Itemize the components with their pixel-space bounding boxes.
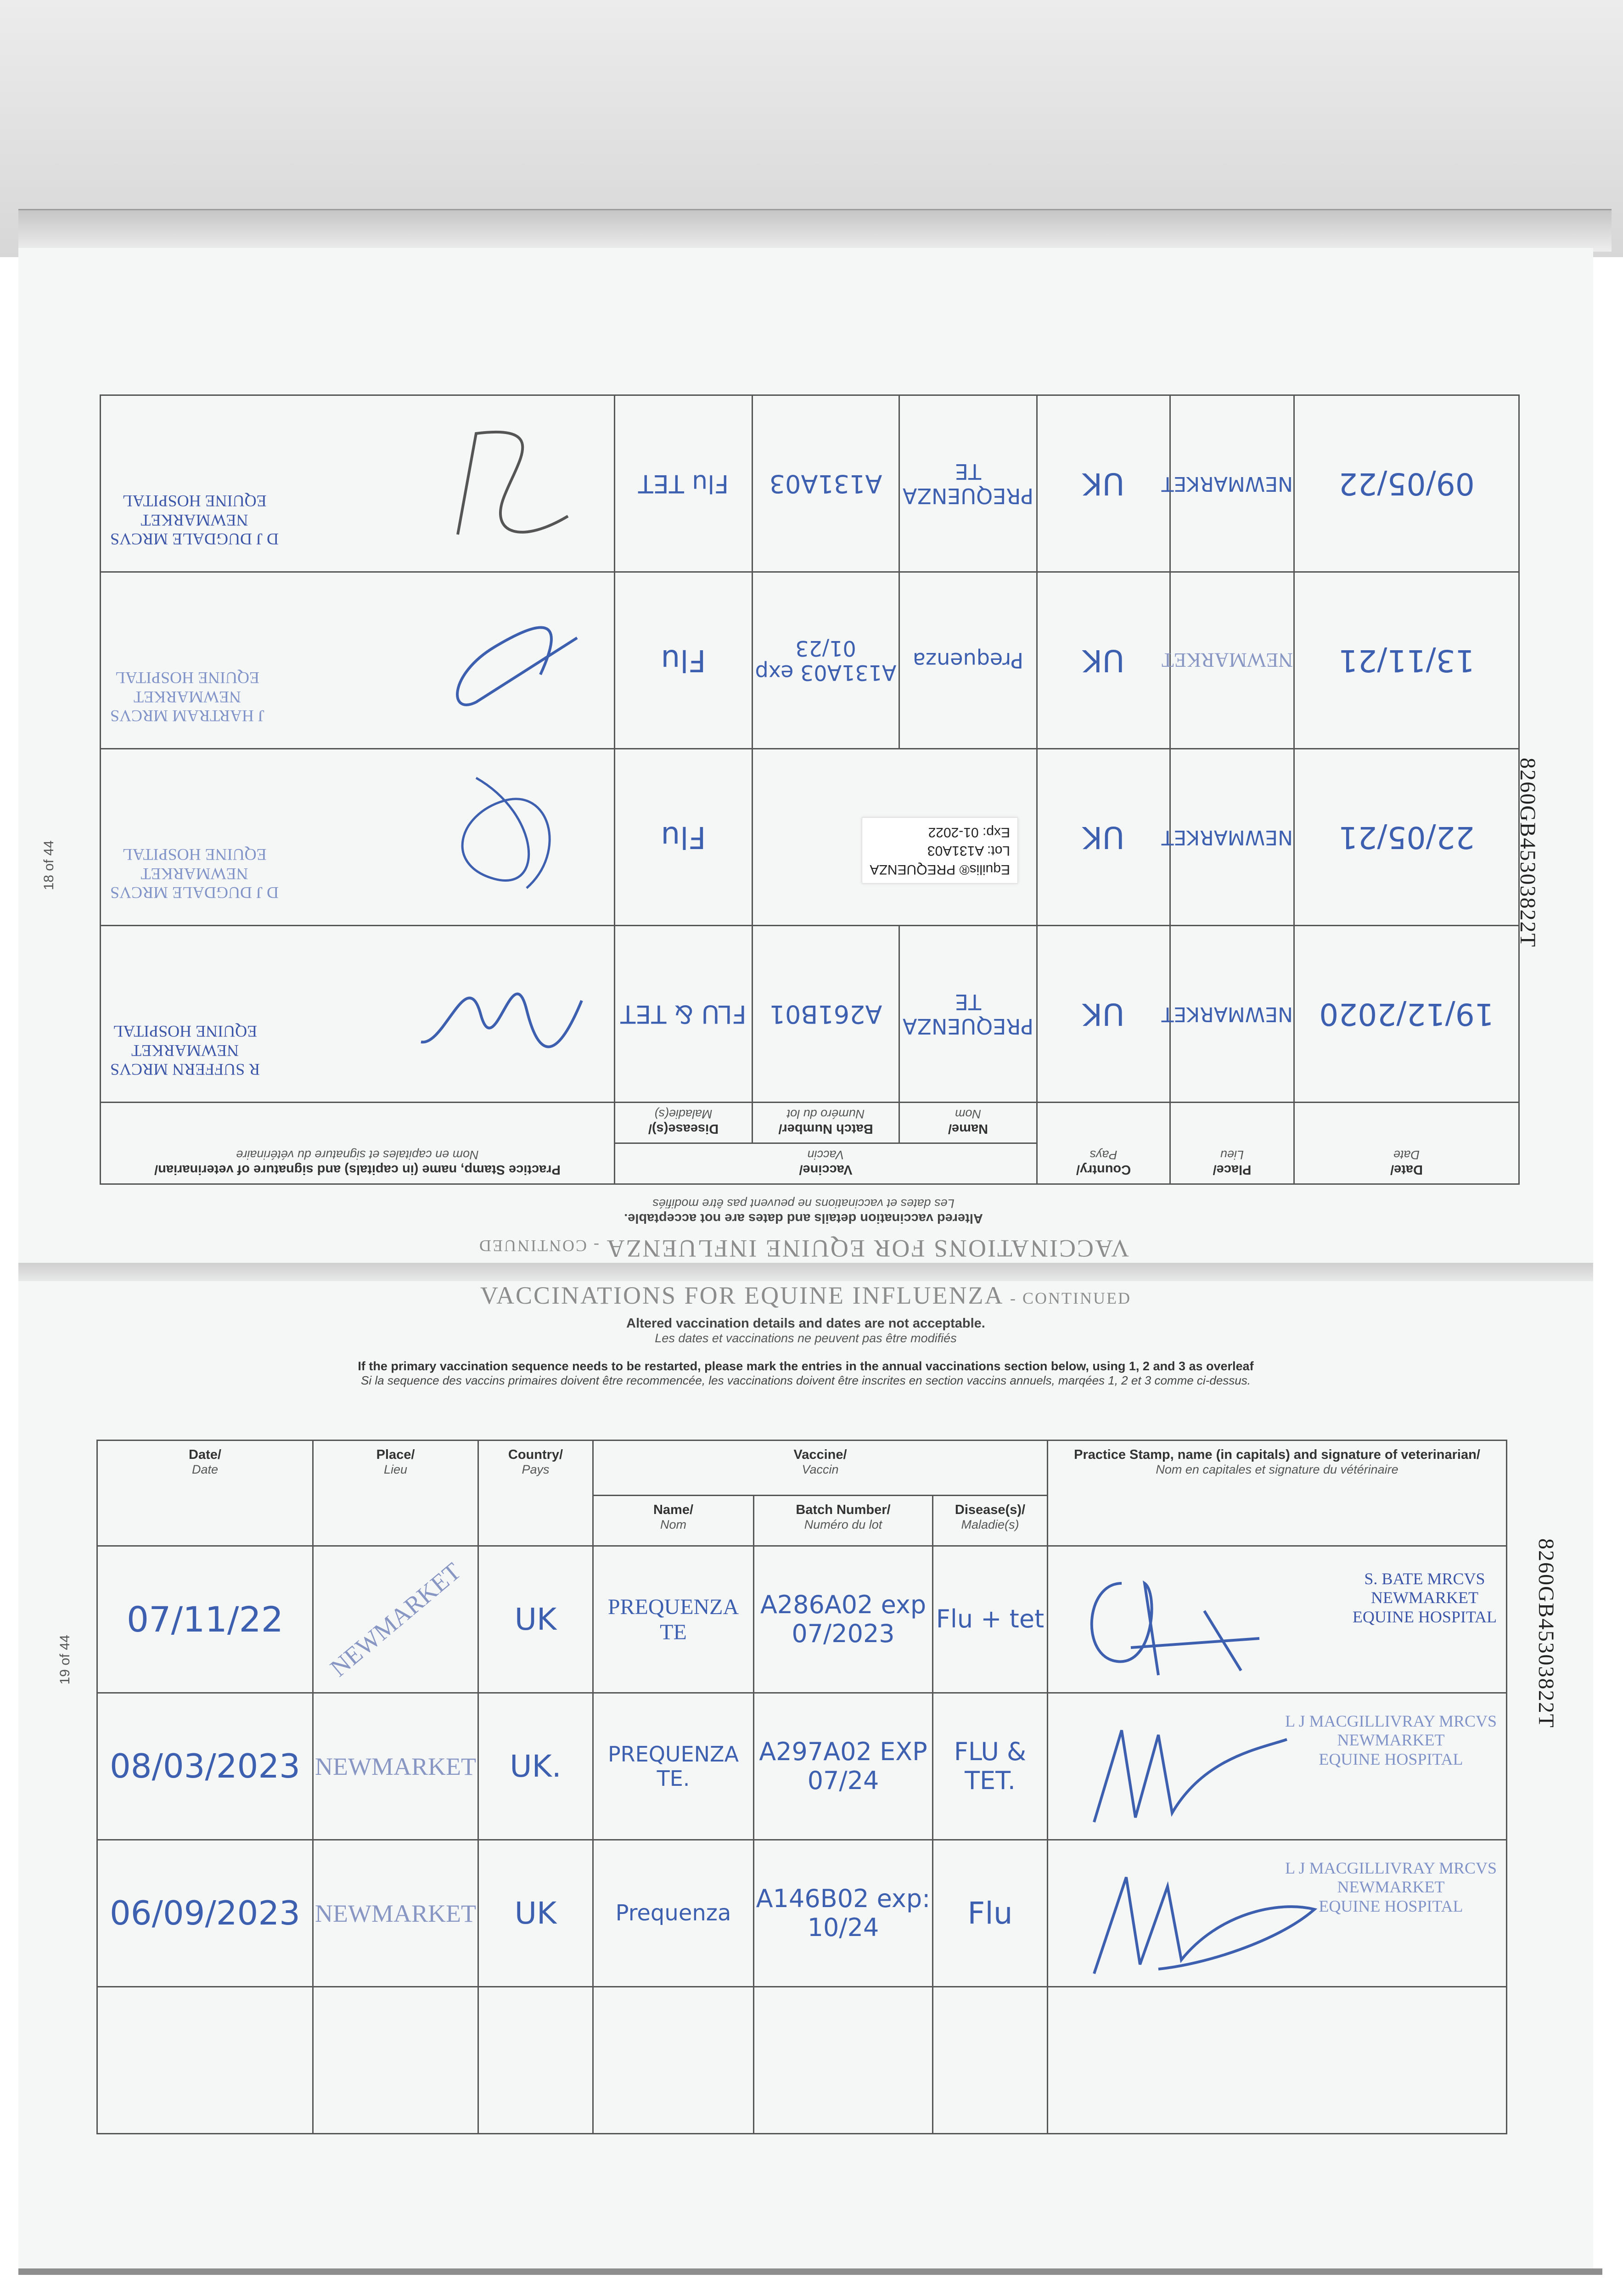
col-stamp: Practice Stamp, name (in capitals) and signature of veterinarian/ Nom en capitales et signature du vétérinaire <box>1048 1441 1507 1546</box>
col-stamp: Practice Stamp, name (in capitals) and signature of veterinarian/ Nom en capitales et signature du vétérinaire <box>101 1103 615 1184</box>
batch-cell <box>754 1987 933 2134</box>
place-cell: NEWMARKET <box>313 1840 478 1987</box>
batch-cell: A131A03 <box>753 395 899 572</box>
country-cell: UK <box>1037 749 1170 926</box>
practice-stamp: J HARTRAM MRCVS NEWMARKET EQUINE HOSPITAL <box>110 669 264 725</box>
page-19-heading: VACCINATIONS FOR EQUINE INFLUENZA - CONTINUED <box>480 1282 1131 1309</box>
passport-number-page-19: 8260GB45303822T <box>1534 1538 1558 1728</box>
disease-cell: Flu TET <box>615 395 753 572</box>
practice-stamp: S. BATE MRCVS NEWMARKET EQUINE HOSPITAL <box>1352 1570 1497 1626</box>
stamp-cell <box>1048 1987 1507 2134</box>
stamp-cell <box>101 926 615 1103</box>
page-18-vaccination-table <box>100 394 1520 1185</box>
page-19-content <box>83 1281 1529 2200</box>
veterinarian-signature <box>1067 1565 1278 1694</box>
disease-cell: Flu <box>615 749 753 926</box>
veterinarian-signature <box>1067 1712 1296 1840</box>
table-row <box>97 1546 1507 1693</box>
col-country: Country/ Pays <box>1037 1103 1170 1184</box>
country-cell: UK <box>1037 572 1170 749</box>
vaccine-name-cell: Prequenza <box>899 572 1037 749</box>
col-vaccine: Vaccine/ Vaccin <box>615 1143 1037 1184</box>
place-cell <box>313 1987 478 2134</box>
batch-cell: A261B01 <box>753 926 899 1103</box>
batch-cell: A146B02 exp: 10/24 <box>754 1840 933 1987</box>
table-row <box>101 395 1519 572</box>
page-19-vaccination-table <box>96 1440 1507 2134</box>
country-cell: UK. <box>478 1693 593 1840</box>
date-cell: 13/11/21 <box>1294 572 1519 749</box>
table-row <box>101 572 1519 749</box>
col-disease: Disease(s)/ Maladie(s) <box>933 1496 1048 1546</box>
page-number-19: 19 of 44 <box>57 1635 73 1685</box>
date-cell: 19/12/2020 <box>1294 926 1519 1103</box>
stamp-cell <box>1048 1693 1507 1840</box>
practice-stamp: L J MACGILLIVRAY MRCVS NEWMARKET EQUINE HOSPITAL <box>1285 1859 1497 1915</box>
stamp-cell <box>101 572 615 749</box>
page-19-notice-en: Altered vaccination details and dates are not acceptable. <box>626 1316 985 1331</box>
page-18-notice: Altered vaccination details and dates are not acceptable. Les dates et vaccinations ne peuvent pas être modifiés <box>624 1197 983 1226</box>
table-row <box>101 926 1519 1103</box>
passport-number-page-18: 8260GB45303822T <box>1516 758 1540 948</box>
date-cell: 22/05/21 <box>1294 749 1519 926</box>
scan-bottom-edge <box>18 2268 1602 2275</box>
veterinarian-signature <box>412 769 595 906</box>
vaccine-name-cell <box>593 1987 754 2134</box>
place-cell: NEWMARKET <box>1170 926 1294 1103</box>
col-vaccine: Vaccine/ Vaccin <box>593 1441 1048 1496</box>
passport-binder-edge <box>18 209 1612 252</box>
stamp-cell <box>1048 1840 1507 1987</box>
col-place: Place/ Lieu <box>313 1441 478 1546</box>
place-cell: NEWMARKET <box>313 1546 478 1693</box>
col-disease: Disease(s)/ Maladie(s) <box>615 1103 753 1143</box>
disease-cell <box>933 1987 1048 2134</box>
restart-instruction-en: If the primary vaccination sequence needs to be restarted, please mark the entries in the annual vaccinations section below, using 1, 2 and 3 as overleaf <box>358 1359 1254 1373</box>
table-row <box>97 1987 1507 2134</box>
batch-cell: A131A03 exp 01/23 <box>753 572 899 749</box>
page-19-notice-fr: Les dates et vaccinations ne peuvent pas être modifiés <box>655 1331 957 1345</box>
page-number-18: 18 of 44 <box>41 840 56 890</box>
page-18-content <box>69 367 1538 1263</box>
country-cell: UK <box>1037 395 1170 572</box>
disease-cell: Flu <box>615 572 753 749</box>
stamp-cell <box>101 749 615 926</box>
restart-instruction-fr: Si la sequence des vaccins primaires doivent être recommencée, les vaccinations doivent être inscrites en section vaccins annuels, marqées 1, 2 et 3 comme ci-dessus. <box>361 1373 1251 1387</box>
stamp-cell <box>1048 1546 1507 1693</box>
batch-cell: A286A02 exp 07/2023 <box>754 1546 933 1693</box>
vaccine-name-cell: PREQUENZA TE <box>899 926 1037 1103</box>
vaccine-name-cell: PREQUENZA TE <box>593 1546 754 1693</box>
disease-cell: Flu + tet <box>933 1546 1048 1693</box>
veterinarian-signature <box>412 415 595 553</box>
date-cell: 08/03/2023 <box>97 1693 313 1840</box>
date-cell: 09/05/22 <box>1294 395 1519 572</box>
disease-cell: FLU & TET. <box>933 1693 1048 1840</box>
col-name: Name/ Nom <box>593 1496 754 1546</box>
col-country: Country/ Pays <box>478 1441 593 1546</box>
page-18-heading: VACCINATIONS FOR EQUINE INFLUENZA - CONTINUED <box>478 1235 1129 1262</box>
vaccine-sticker-cell <box>753 749 1037 926</box>
vaccine-batch-sticker: Equilis® PREQUENZA Lot: A131A03 Exp: 01-2022 <box>862 818 1018 884</box>
batch-cell: A297A02 EXP 07/24 <box>754 1693 933 1840</box>
table-row <box>97 1693 1507 1840</box>
col-name: Name/ Nom <box>899 1103 1037 1143</box>
stamp-cell <box>101 395 615 572</box>
vaccine-name-cell: Prequenza <box>593 1840 754 1987</box>
practice-stamp: R SUFFERN MRCVS NEWMARKET EQUINE HOSPITAL <box>110 1022 260 1079</box>
disease-cell: Flu <box>933 1840 1048 1987</box>
practice-stamp: D J DUGDALE MRCVS NEWMARKET EQUINE HOSPITAL <box>110 492 279 548</box>
col-batch: Batch Number/ Numéro du lot <box>753 1103 899 1143</box>
date-cell: 07/11/22 <box>97 1546 313 1693</box>
table-row <box>101 749 1519 926</box>
country-cell: UK <box>1037 926 1170 1103</box>
date-cell <box>97 1987 313 2134</box>
col-date: Date/ Date <box>97 1441 313 1546</box>
vaccine-name-cell: PREQUENZA TE. <box>593 1693 754 1840</box>
place-cell: NEWMARKET <box>1170 749 1294 926</box>
vaccine-name-cell: PREQUENZA TE <box>899 395 1037 572</box>
disease-cell: FLU & TET <box>615 926 753 1103</box>
practice-stamp: L J MACGILLIVRAY MRCVS NEWMARKET EQUINE HOSPITAL <box>1285 1712 1497 1768</box>
table-row <box>97 1840 1507 1987</box>
col-batch: Batch Number/ Numéro du lot <box>754 1496 933 1546</box>
country-cell: UK <box>478 1840 593 1987</box>
place-cell: NEWMARKET <box>1170 572 1294 749</box>
veterinarian-signature <box>412 964 595 1083</box>
country-cell: UK <box>478 1546 593 1693</box>
practice-stamp: D J DUGDALE MRCVS NEWMARKET EQUINE HOSPITAL <box>110 845 279 902</box>
country-cell <box>478 1987 593 2134</box>
place-cell: NEWMARKET <box>1170 395 1294 572</box>
date-cell: 06/09/2023 <box>97 1840 313 1987</box>
veterinarian-signature <box>412 610 595 730</box>
place-cell: NEWMARKET <box>313 1693 478 1840</box>
col-place: Place/ Lieu <box>1170 1103 1294 1184</box>
col-date: Date/ Date <box>1294 1103 1519 1184</box>
